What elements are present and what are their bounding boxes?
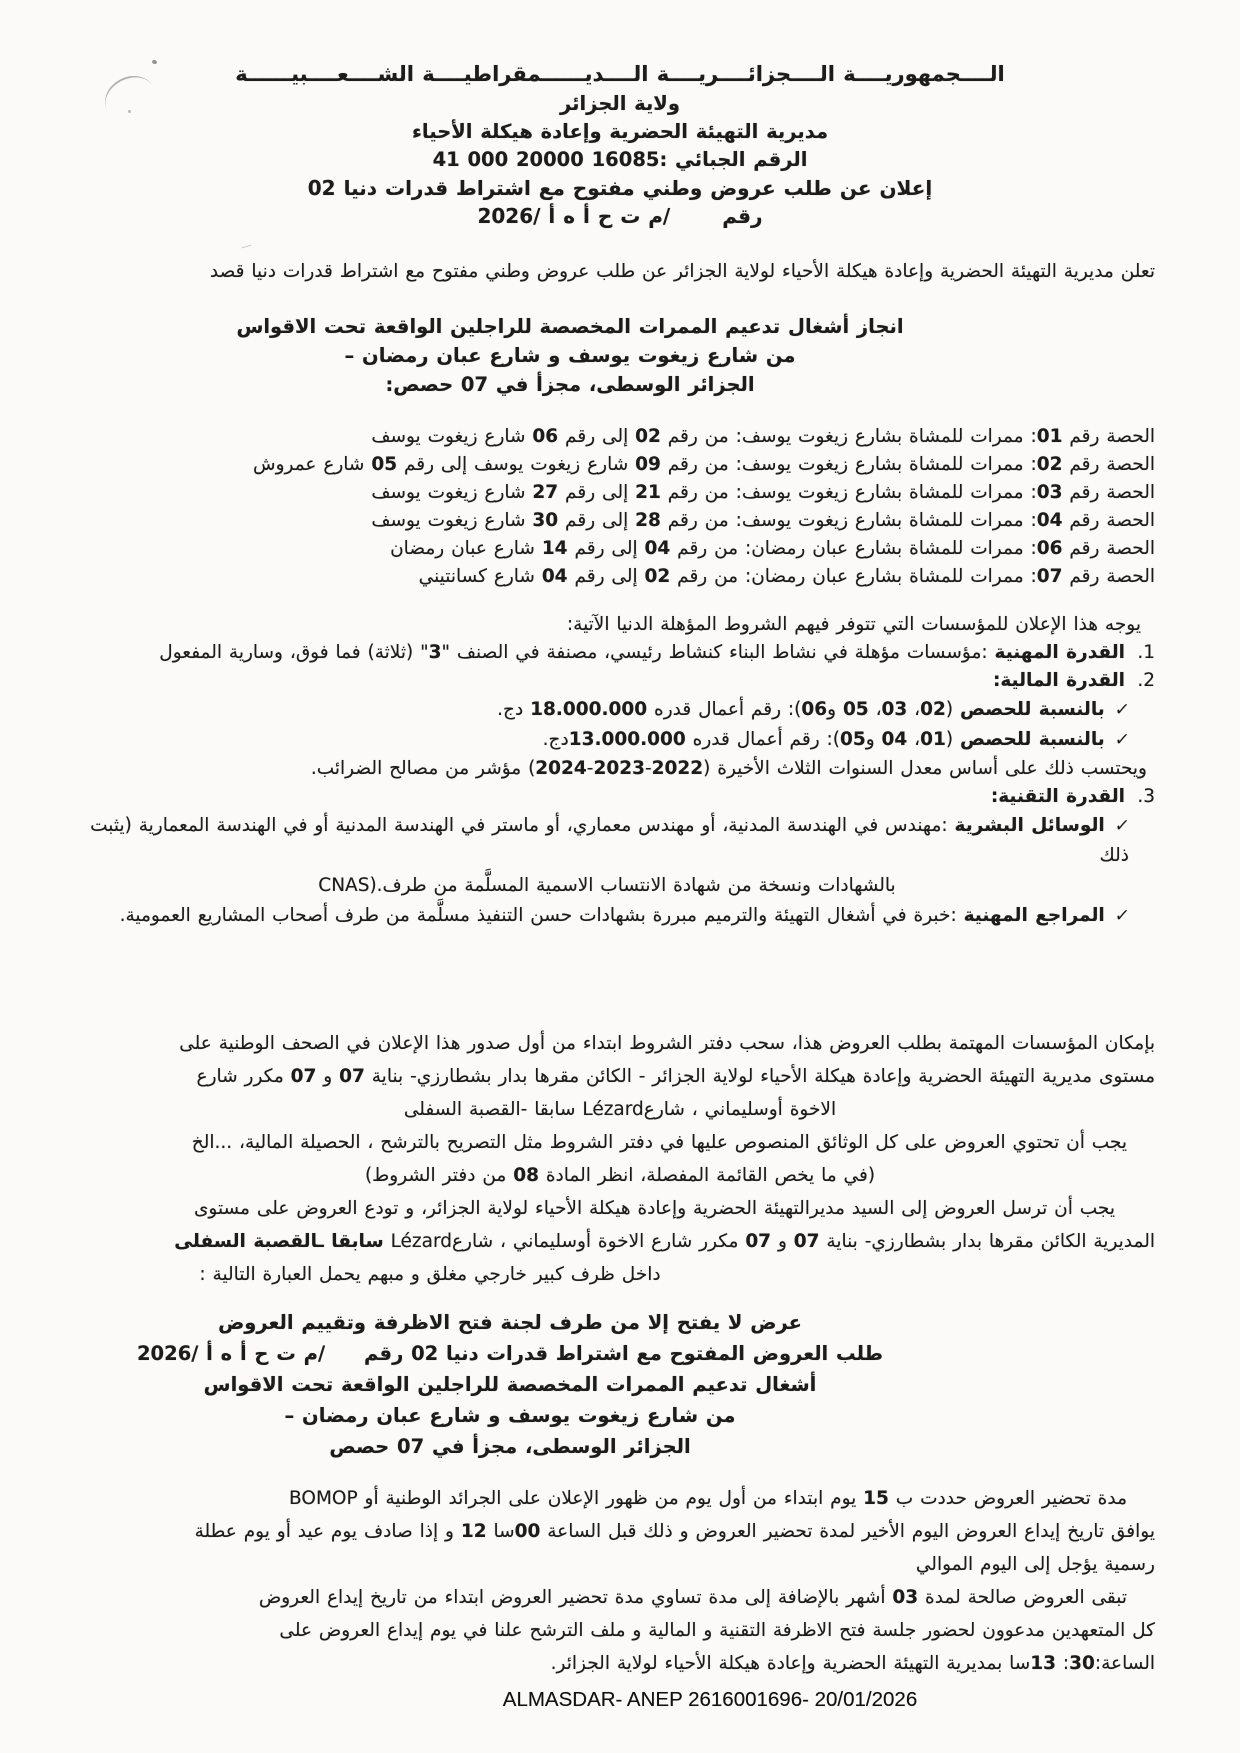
condition-label: القدرة المالية:: [992, 670, 1125, 691]
project-title-block: [95, 312, 1045, 399]
lots-list: [85, 423, 1155, 591]
paragraph-line: يجب أن ترسل العروض إلى السيد مديرالتهيئة الحضرية وإعادة هيكلة الأحياء لولاية الجزائر، و تودع العروض على مستوى: [193, 1198, 1115, 1219]
financial-item: [85, 725, 1155, 755]
documents-paragraph: [85, 1126, 1155, 1192]
project-title-line: الجزائر الوسطى، مجزأ في 07 حصص:: [385, 373, 755, 396]
condition-item: [85, 639, 1155, 667]
intro-paragraph: تعلن مديرية التهيئة الحضرية وإعادة هيكلة الأحياء لولاية الجزائر عن طلب عروض وطني مفتوح مع اشتراط قدرات دنيا قصد: [209, 261, 1155, 282]
technical-item-continuation: بالشهادات ونسخة من شهادة الانتساب الاسمية المسلَّمة من طرف.(CNAS: [318, 875, 896, 896]
financial-item: [85, 695, 1155, 725]
technical-item-lead: الوسائل البشرية: [954, 815, 1105, 836]
lot-item: الحصة رقم 03: ممرات للمشاة بشارع زيغوت يوسف: من رقم 21 إلى رقم 27 شارع زيغوت يوسف: [371, 482, 1155, 503]
paragraph-text: المديرية الكائن مقرها بدار بشطارزي- بناية 07 و 07 مكرر شارع الاخوة أوسليماني ، شارعLézard: [383, 1231, 1155, 1252]
technical-item-text: :مهندس في الهندسة المدنية، أو مهندس معماري، أو ماستر في الهندسة المدنية أو في الهندسة المعمارية (يثبت ذلك: [90, 815, 1129, 866]
paragraph-line: (في ما يخص القائمة المفصلة، انظر المادة 08 من دفتر الشروط): [364, 1165, 876, 1186]
condition-marker: 3.: [1137, 786, 1155, 807]
footer-credit: ALMASDAR- ANEP 2616001696- 20/01/2026: [502, 1688, 918, 1711]
withdraw-paragraph: [85, 1027, 1155, 1126]
paragraph-line: بإمكان المؤسسات المهتمة بطلب العروض هذا، سحب دفتر الشروط ابتداء من أول صدور هذا الإعلان في الصحف الوطنية على: [179, 1033, 1155, 1054]
reference-label: رقم: [722, 204, 763, 228]
paragraph-line: رسمية يؤجل إلى اليوم الموالي: [915, 1554, 1155, 1575]
financial-note: ويحتسب ذلك على أساس معدل السنوات الثلاث الأخيرة (2022‏-2023‏-2024) مؤشر من مصالح الضرائب.: [310, 758, 1147, 779]
paragraph-line: الساعة:30: 13سا بمديرية التهيئة الحضرية وإعادة هيكلة الأحياء لولاية الجزائر.: [550, 1653, 1155, 1674]
paragraph-line: مستوى مديرية التهيئة الحضرية وإعادة هيكلة الأحياء لولاية الجزائر - الكائن مقرها بدار بشطارزي- بناية 07 و 07 مكرر شارع: [196, 1066, 1155, 1087]
document-header: [85, 58, 1155, 230]
condition-text: :مؤسسات مؤهلة في نشاط البناء كنشاط رئيسي، مصنفة في الصنف "3" (ثلاثة) فما فوق، وسارية المفعول: [159, 642, 995, 663]
tax-number: 41 000 20000 16085: [432, 148, 660, 171]
lot-item: الحصة رقم 04: ممرات للمشاة بشارع زيغوت يوسف: من رقم 28 إلى رقم 30 شارع زيغوت يوسف: [371, 510, 1155, 531]
paragraph-line: يجب أن تحتوي العروض على كل الوثائق المنصوص عليها في دفتر الشروط مثل التصريح بالترشح ، الحصيلة المالية، ...الخ: [191, 1132, 1127, 1153]
paragraph-line: تبقى العروض صالحة لمدة 03 أشهر بالإضافة إلى مدة تساوي مدة تحضير العروض ابتداء من تاريخ إيداع العروض: [258, 1587, 1127, 1608]
paragraph-line: [85, 1225, 1155, 1258]
envelope-line: الجزائر الوسطى، مجزأ في 07 حصص: [329, 1435, 691, 1458]
paragraph-line: الاخوة أوسليماني ، شارعLézard سابقا -القصبة السفلى: [403, 1099, 837, 1120]
technical-item-lead: المراجع المهنية: [963, 905, 1105, 926]
eligibility-intro: يوجه هذا الإعلان للمؤسسات التي تتوفر فيهم الشروط المؤهلة الدنيا الآتية:: [566, 614, 1141, 635]
lot-item: الحصة رقم 02: ممرات للمشاة بشارع زيغوت يوسف: من رقم 09 شارع زيغوت يوسف إلى رقم 05 شارع عمروش: [252, 454, 1155, 475]
envelope-block: [85, 1307, 935, 1462]
lot-item: الحصة رقم 06: ممرات للمشاة بشارع عبان رمضان: من رقم 04 إلى رقم 14 شارع عبان رمضان: [390, 538, 1155, 559]
financial-item-lead: بالنسبة للحصص: [960, 729, 1105, 750]
condition-marker: 1.: [1137, 642, 1155, 663]
condition-label: القدرة المهنية: [994, 642, 1125, 663]
condition-item: [85, 783, 1155, 811]
check-icon: ✓: [1113, 700, 1131, 720]
financial-item-text: (02، 03، 05 و06): رقم أعمال قدره 18.000.000 دج.: [497, 699, 961, 720]
envelope-line: أشغال تدعيم الممرات المخصصة للراجلين الواقعة تحت الاقواس: [203, 1373, 817, 1396]
republic-title: الــــجمهوريــــة الــــجزائــــريــــة الــــديــــــمقراطيــــة الشــــعــــبيــــــة: [235, 62, 1005, 86]
wilaya-title: ولاية الجزائر: [560, 92, 680, 115]
check-icon: ✓: [1113, 816, 1131, 836]
tax-number-line: [85, 146, 1155, 174]
technical-item-text: :خبرة في أشغال التهيئة والترميم مبررة بشهادات حسن التنفيذ مسلَّمة من طرف أصحاب المشاريع العمومية.: [119, 905, 964, 926]
condition-marker: 2.: [1137, 670, 1155, 691]
paragraph-line: مدة تحضير العروض حددت ب 15 يوم ابتداء من أول يوم من ظهور الإعلان على الجرائد الوطنية أو BOMOP: [289, 1488, 1127, 1509]
paragraph-line: كل المتعهدين مدعوون لحضور جلسة فتح الاظرفة التقنية و المالية و ملف الترشح علنا في يوم إيداع العروض على: [279, 1620, 1155, 1641]
notice-title: إعلان عن طلب عروض وطني مفتوح مع اشتراط قدرات دنيا 02: [307, 176, 933, 200]
technical-item: [85, 901, 1155, 931]
lot-item: الحصة رقم 07: ممرات للمشاة بشارع عبان رمضان: من رقم 02 إلى رقم 04 شارع كسانتيني: [418, 566, 1155, 587]
directorate-title: مديرية التهيئة الحضرية وإعادة هيكلة الأحياء: [411, 120, 829, 143]
project-title-line: من شارع زيغوت يوسف و شارع عبان رمضان –: [344, 344, 796, 367]
paragraph-bold-text: سابقا ـالقصبة السفلى: [174, 1231, 384, 1252]
envelope-line: طلب العروض المفتوح مع اشتراط قدرات دنيا 02 رقم /م ت ح أ ه أ /2026: [136, 1342, 884, 1365]
financial-item-lead: بالنسبة للحصص: [960, 699, 1105, 720]
envelope-line: عرض لا يفتح إلا من طرف لجنة فتح الاظرفة وتقييم العروض: [218, 1311, 802, 1334]
envelope-line: من شارع زيغوت يوسف و شارع عبان رمضان –: [284, 1404, 736, 1427]
technical-item: [85, 811, 1155, 901]
check-icon: ✓: [1113, 730, 1131, 750]
envelope-instruction-line: داخل ظرف كبير خارجي مغلق و مبهم يحمل العبارة التالية :: [199, 1264, 661, 1285]
project-title-line: انجاز أشغال تدعيم الممرات المخصصة للراجلين الواقعة تحت الاقواس: [236, 315, 904, 338]
notice-reference: [85, 202, 1155, 230]
paragraph-line: يوافق تاريخ إيداع العروض اليوم الأخير لمدة تحضير العروض و ذلك قبل الساعة 00سا 12 و إذا صادف يوم عيد أو يوم عطلة: [194, 1521, 1155, 1542]
lot-item: الحصة رقم 01: ممرات للمشاة بشارع زيغوت يوسف: من رقم 02 إلى رقم 06 شارع زيغوت يوسف: [371, 426, 1155, 447]
reference-value: /م ت ح أ ه أ /2026: [477, 204, 671, 228]
tax-label: الرقم الجبائي :: [659, 148, 808, 171]
closing-paragraphs: [85, 1482, 1155, 1680]
condition-item: [85, 667, 1155, 695]
financial-item-text: (01، 04 و05): رقم أعمال قدره 13.000.000دج.: [542, 729, 961, 750]
send-paragraph: [85, 1192, 1155, 1291]
check-icon: ✓: [1113, 906, 1131, 926]
condition-label: القدرة التقنية:: [990, 786, 1125, 807]
